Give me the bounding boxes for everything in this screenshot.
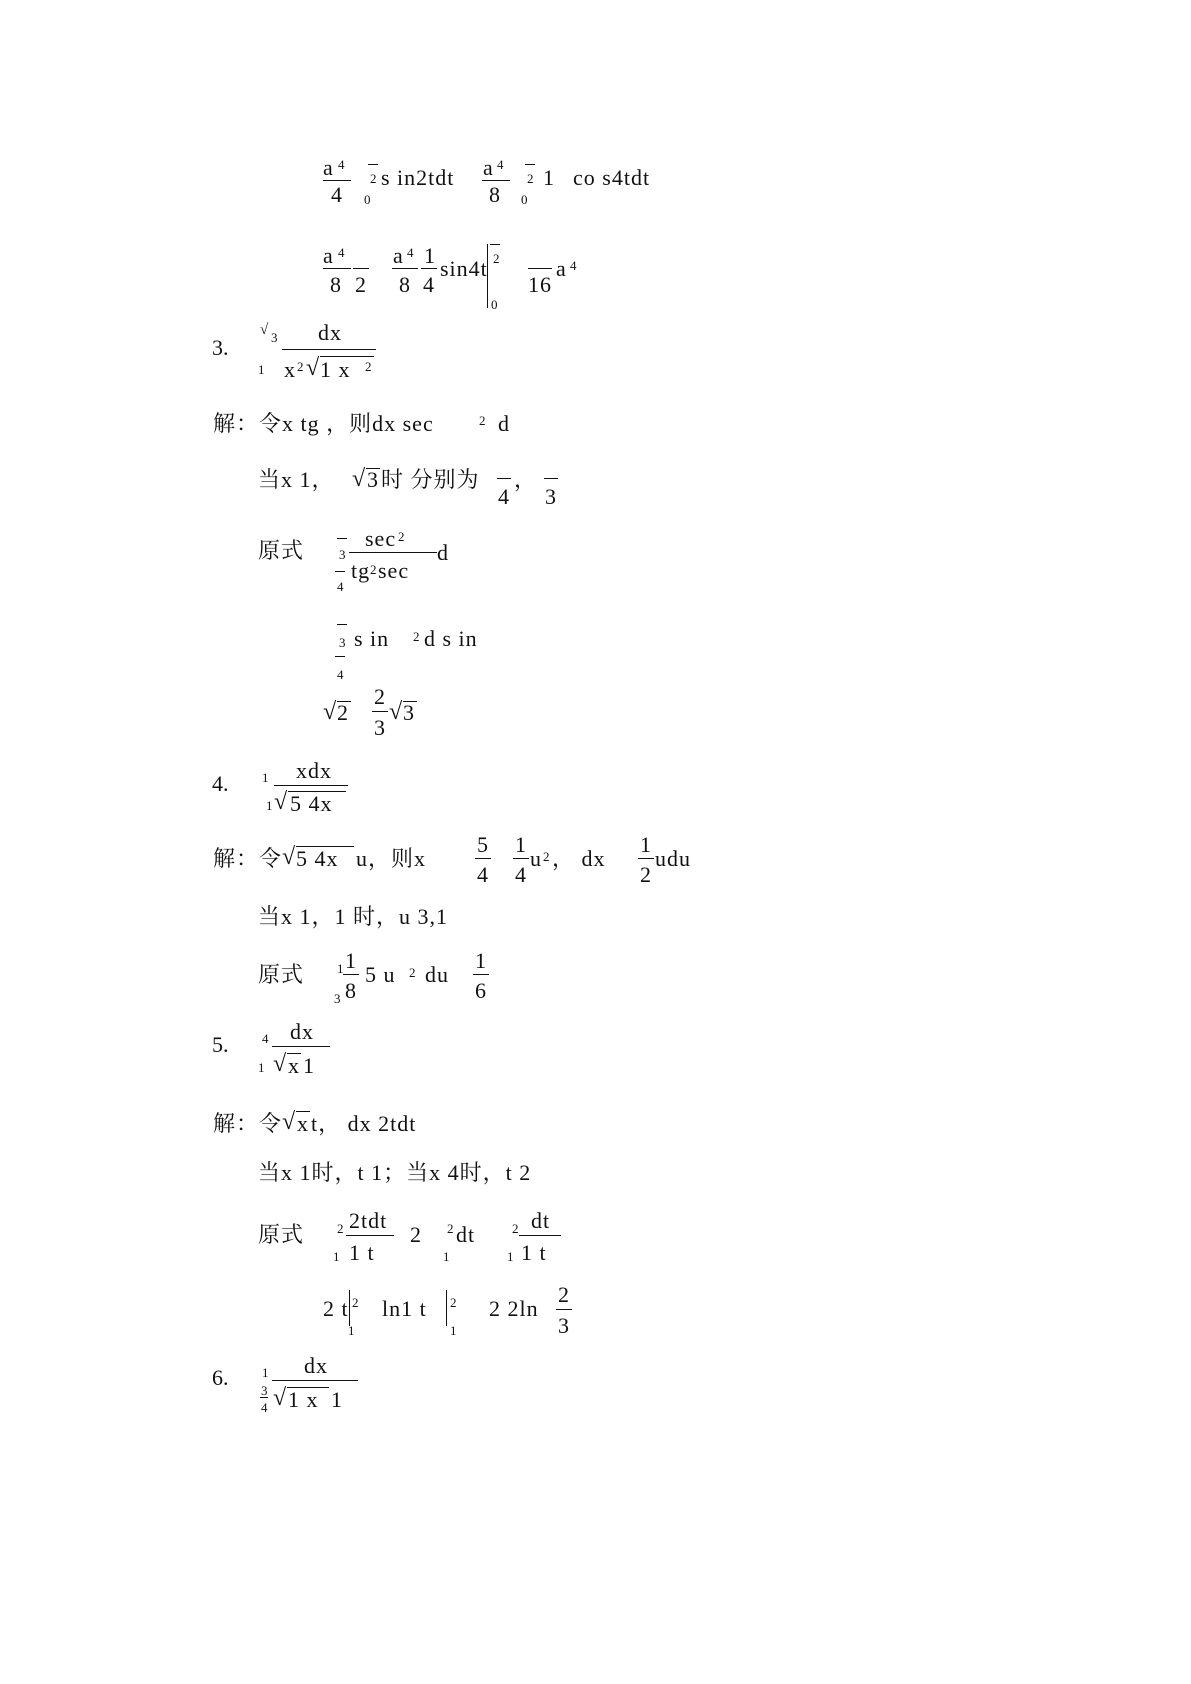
exponent: 2 <box>479 413 486 428</box>
radicand: 5 4x <box>296 846 339 871</box>
numerator: dx <box>318 320 342 345</box>
fraction-bar <box>473 974 489 975</box>
radicand: 2 <box>337 700 349 725</box>
original-label: 原式 <box>258 962 305 987</box>
pi-bar <box>497 478 511 479</box>
coefficient: 2 <box>410 1222 422 1247</box>
denominator: 3 <box>545 484 557 509</box>
numerator: 2 <box>374 684 386 709</box>
upper-limit: 1 <box>262 1365 269 1380</box>
denominator: 8 <box>345 978 357 1003</box>
dx-term: ， dx <box>552 846 606 871</box>
pi-bar <box>335 656 345 657</box>
integrand-tail: d s in <box>424 626 478 651</box>
problem-number: 6. <box>212 1365 229 1390</box>
den-x: x <box>284 357 296 382</box>
lower-limit-numerator: 3 <box>261 1383 268 1398</box>
differential: du <box>425 962 449 987</box>
fraction-bar <box>323 268 351 269</box>
integrand: 5 u <box>365 962 396 987</box>
a-term: a <box>556 256 567 281</box>
a-term: a <box>393 243 404 268</box>
pi-bar <box>337 538 347 539</box>
pi-bar <box>490 244 500 245</box>
radical-sign: √ <box>306 355 320 381</box>
fraction-bar <box>482 180 510 181</box>
radical-sign: √ <box>260 322 269 338</box>
integrand: s in2tdt <box>381 165 455 190</box>
fraction-bar <box>421 268 437 269</box>
denominator: 6 <box>475 978 487 1003</box>
denominator: 8 <box>330 272 342 297</box>
evaluation-bar <box>349 1290 350 1326</box>
lower-limit: 1 <box>348 1323 355 1338</box>
u-term: u <box>530 846 542 871</box>
pi-bar <box>528 268 552 269</box>
radicand: 1 x <box>288 1387 319 1412</box>
original-label: 原式 <box>258 538 305 563</box>
denominator-tail: sec <box>378 558 410 583</box>
exponent: 2 <box>297 359 304 374</box>
lower-limit-denominator: 4 <box>261 1400 268 1415</box>
denominator-tail: 1 <box>331 1387 343 1412</box>
lower-limit: 4 <box>337 579 344 594</box>
upper-limit: 3 <box>339 635 346 650</box>
fraction-bar <box>353 268 369 269</box>
evaluation-bar <box>487 244 488 308</box>
lower-limit: 0 <box>521 192 528 207</box>
pi-bar <box>335 571 345 572</box>
numerator: dx <box>290 1019 314 1044</box>
lower-limit: 4 <box>337 667 344 682</box>
denominator: 8 <box>489 182 501 207</box>
exponent: 2 <box>398 529 405 544</box>
fraction-bar <box>343 974 359 975</box>
integrand: co s4tdt <box>573 165 651 190</box>
denominator: 4 <box>515 862 527 887</box>
solution-line: 解：令x tg ，则dx sec <box>213 411 434 436</box>
upper-limit: 2 <box>370 171 377 186</box>
result-ln: ln1 t <box>382 1296 427 1321</box>
original-label: 原式 <box>258 1222 305 1247</box>
fraction-bar <box>274 785 348 786</box>
upper-limit: 2 <box>493 251 500 266</box>
lower-limit: 0 <box>364 192 371 207</box>
solution-label: 解：令 <box>213 846 283 871</box>
exponent: 2 <box>543 849 550 864</box>
lower-limit: 1 <box>507 1249 514 1264</box>
numerator: sec <box>365 526 397 551</box>
numerator: 1 <box>475 948 487 973</box>
lower-limit: 1 <box>450 1323 457 1338</box>
numerator: dx <box>304 1353 328 1378</box>
denominator: 4 <box>331 182 343 207</box>
fraction-bar <box>556 1309 572 1310</box>
radicand: 3 <box>403 700 415 725</box>
result-2t: 2 t <box>323 1296 349 1321</box>
bounds-line: 当x 1时，t 1；当x 4时，t 2 <box>258 1160 532 1185</box>
numerator: 1 <box>345 948 357 973</box>
fraction-bar <box>346 1235 394 1236</box>
fraction-bar <box>272 1046 330 1047</box>
lower-limit: 1 <box>443 1249 450 1264</box>
denominator: 3 <box>558 1313 570 1338</box>
upper-limit: 2 <box>450 1295 457 1310</box>
radical-sign: √ <box>282 1109 296 1135</box>
integrand: dt <box>456 1222 476 1247</box>
pi-bar <box>337 624 347 625</box>
upper-limit: 2 <box>527 171 534 186</box>
radical-sign: √ <box>389 699 403 725</box>
numerator: xdx <box>296 758 332 783</box>
radical-sign: √ <box>274 789 288 815</box>
pi-bar <box>368 164 378 165</box>
sin-term: sin4t <box>440 256 488 281</box>
denominator: 1 t <box>349 1240 375 1265</box>
radical-sign: √ <box>323 699 337 725</box>
numerator: dt <box>531 1208 551 1233</box>
numerator: 2tdt <box>349 1208 388 1233</box>
upper-limit: 3 <box>339 547 346 562</box>
denominator: tg <box>351 558 371 583</box>
denominator: 2 <box>355 272 367 297</box>
fraction-bar <box>323 180 351 181</box>
denominator: 3 <box>374 715 386 740</box>
denominator: 4 <box>423 272 435 297</box>
udu-term: udu <box>655 846 691 871</box>
radicand: x <box>288 1053 300 1078</box>
denominator: 2 <box>640 862 652 887</box>
radical-sign: √ <box>282 844 296 870</box>
bounds-line: 当x 1，1 时，u 3,1 <box>258 904 449 929</box>
pi-bar <box>525 164 535 165</box>
upper-limit: 2 <box>447 1221 454 1236</box>
upper-limit: 2 <box>352 1295 359 1310</box>
exponent: 4 <box>570 258 577 273</box>
lower-limit: 1 <box>266 798 273 813</box>
problem-number: 3. <box>212 335 229 360</box>
numerator: 1 <box>424 243 436 268</box>
denominator: 16 <box>528 272 552 297</box>
radicand: 1 x <box>320 357 351 382</box>
numerator: 2 <box>558 1282 570 1307</box>
denominator: 4 <box>498 484 510 509</box>
exponent: 2 <box>413 629 420 644</box>
denominator: 1 t <box>521 1240 547 1265</box>
solution-mid: u，则x <box>356 846 427 871</box>
a-term: a <box>323 243 334 268</box>
result-tail: 2 2ln <box>489 1296 539 1321</box>
lower-limit: 1 <box>258 362 265 377</box>
exponent: 4 <box>338 245 345 260</box>
exponent: 4 <box>407 245 414 260</box>
denominator: 4 <box>477 862 489 887</box>
denominator: 8 <box>399 272 411 297</box>
denominator-tail: 1 <box>303 1053 315 1078</box>
bounds-tail: 时 分别为 <box>381 467 480 492</box>
fraction-bar <box>519 1235 561 1236</box>
fraction-bar <box>475 858 491 859</box>
a-term: a <box>323 155 334 180</box>
solution-tail: t， dx 2tdt <box>311 1111 417 1136</box>
radicand: 5 4x <box>290 791 333 816</box>
differential: d <box>437 540 449 565</box>
evaluation-bar <box>446 1290 447 1326</box>
upper-limit: 1 <box>262 770 269 785</box>
fraction-bar <box>392 268 418 269</box>
lower-limit: 1 <box>258 1060 265 1075</box>
one: 1 <box>543 165 555 190</box>
radicand: 3 <box>367 467 379 492</box>
upper-limit: 4 <box>262 1031 269 1046</box>
comma: ， <box>514 467 538 492</box>
radicand: x <box>297 1111 309 1136</box>
upper-limit: 2 <box>337 1221 344 1236</box>
fraction-bar <box>372 711 388 712</box>
radical-sign: √ <box>273 1051 287 1077</box>
bounds-line: 当x 1， <box>258 467 335 492</box>
numerator: 1 <box>515 832 527 857</box>
numerator: 5 <box>477 832 489 857</box>
problem-number: 5. <box>212 1032 229 1057</box>
upper-limit: 3 <box>271 330 278 345</box>
fraction-bar <box>282 349 376 350</box>
a-term: a <box>483 155 494 180</box>
exponent: 2 <box>365 359 372 374</box>
fraction-bar <box>272 1380 358 1381</box>
exponent: 4 <box>497 157 504 172</box>
exponent: 2 <box>409 965 416 980</box>
solution-d: d <box>498 411 510 436</box>
fraction-bar <box>349 552 437 553</box>
exponent: 2 <box>370 562 377 577</box>
upper-limit: 1 <box>337 961 344 976</box>
pi-bar <box>544 478 558 479</box>
fraction-bar <box>513 858 529 859</box>
exponent: 4 <box>338 157 345 172</box>
integrand: s in <box>354 626 390 651</box>
lower-limit: 3 <box>334 991 341 1006</box>
numerator: 1 <box>640 832 652 857</box>
problem-number: 4. <box>212 771 229 796</box>
lower-limit: 0 <box>491 297 498 312</box>
radical-sign: √ <box>273 1385 287 1411</box>
radical-sign: √ <box>352 466 366 492</box>
lower-limit-bar <box>260 1397 268 1398</box>
lower-limit: 1 <box>333 1249 340 1264</box>
upper-limit: 2 <box>512 1221 519 1236</box>
fraction-bar <box>638 858 654 859</box>
solution-label: 解：令 <box>213 1111 283 1136</box>
